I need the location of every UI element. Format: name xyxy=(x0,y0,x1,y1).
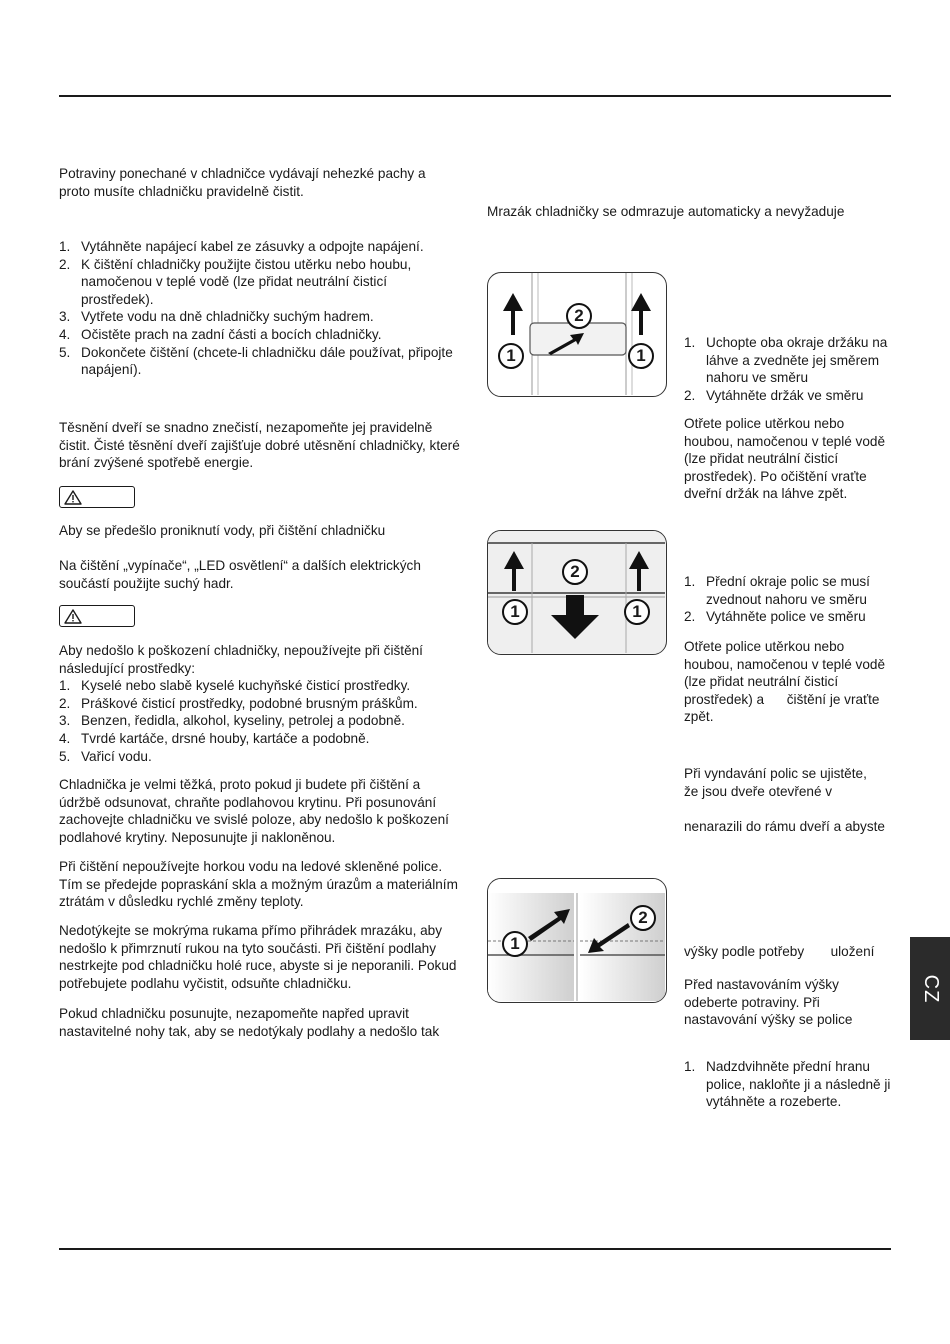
intro-paragraph: Potraviny ponechané v chladničce vydávají nehezké pachy a proto musíte chladničku pravidelně čistit. xyxy=(59,166,426,199)
step-badge: 2 xyxy=(630,905,656,931)
damage-list xyxy=(59,677,463,765)
frame-paragraph: nenarazili do rámu dveří a abyste xyxy=(684,819,885,834)
cleaning-steps-list xyxy=(59,238,459,379)
before-height-paragraph: Před nastavováním výšky odeberte potraviny. Při nastavování výšky se police xyxy=(684,977,853,1028)
list-item: 2. Vytáhněte police ve směru xyxy=(684,609,866,625)
list-item: 2. K čištění chladničky použijte čistou utěrku nebo houbu, namočenou v teplé vodě (lze přidat neutrální čisticí prostředek). xyxy=(59,256,412,307)
list-item: 5. Dokončete čištění (chcete-li chladničku dále používat, připojte napájení). xyxy=(59,344,453,378)
bottle-holder-cleaning: Otřete police utěrkou nebo houbou, namočenou v teplé vodě (lze přidat neutrální čisticí prostředek). Po očištění vraťte dveřní držák na láhve zpět. xyxy=(684,416,886,502)
list-item: 1. Uchopte oba okraje držáku na láhve a zvedněte jej směrem nahoru ve směru xyxy=(684,335,888,386)
damage-section xyxy=(59,642,463,765)
shelf-steps xyxy=(684,573,896,626)
shelf-cleaning: Otřete police utěrkou nebo houbou, namočenou v teplé vodě (lze přidat neutrální čisticí prostředek) a čištění je vraťte zpět. xyxy=(684,639,889,725)
heavy-paragraph: Chladnička je velmi těžká, proto pokud ji budete při čištění a údržbě odsunovat, chraňte podlahovou krytinu. Při posunování zachovejte chladničku ve svislé poloze, aby nedošlo k poškození podlahové krytiny. Neposunujte ji nakloněnou. xyxy=(59,777,449,845)
warning-box xyxy=(59,486,135,508)
step-badge: 1 xyxy=(628,343,654,369)
step-badge: 1 xyxy=(502,931,528,957)
list-item: 2. Práškové čisticí prostředky, podobné brusným práškům. xyxy=(59,695,418,711)
shelf-height-figure xyxy=(487,878,667,1003)
language-tab-label: CZ xyxy=(919,974,942,1003)
list-item: 1. Kyselé nebo slabě kyselé kuchyňské čisticí prostředky. xyxy=(59,678,411,694)
moving-paragraph: Pokud chladničku posunujte, nezapomeňte napřed upravit nastavitelné nohy tak, aby se nedotýkaly podlahy a nedošlo tak xyxy=(59,1006,440,1039)
hot-water-paragraph: Při čištění nepoužívejte horkou vodu na ledové skleněné police. Tím se předejde popraskání skla a možným úrazům a materiálním ztrátám v důsledku rychlé změny teploty. xyxy=(59,859,458,910)
step-badge: 1 xyxy=(502,599,528,625)
warning-icon xyxy=(64,490,82,505)
bottle-holder-steps xyxy=(684,334,896,404)
list-item: 4. Tvrdé kartáče, drsné houby, kartáče a podobně. xyxy=(59,730,370,746)
water-paragraph: Aby se předešlo proniknutí vody, při čištění chladničku xyxy=(59,523,386,538)
step-badge: 1 xyxy=(624,599,650,625)
height-paragraph: výšky podle potřeby uložení xyxy=(684,944,875,959)
shelf-figure xyxy=(487,530,667,655)
step-badge: 2 xyxy=(562,559,588,585)
list-item: 1. Přední okraje polic se musí zvednout nahoru ve směru xyxy=(684,574,870,607)
electric-paragraph: Na čištění „vypínače“, „LED osvětlení“ a dalších elektrických součástí použijte suchý hadr. xyxy=(59,558,421,591)
list-item: 2. Vytáhněte držák ve směru xyxy=(684,387,864,403)
defrost-paragraph: Mrazák chladničky se odmrazuje automaticky a nevyžaduje xyxy=(487,204,845,219)
bottom-rule xyxy=(59,1248,891,1250)
list-item: 5. Vařicí vodu. xyxy=(59,748,152,764)
list-item: 3. Benzen, ředidla, alkohol, kyseliny, petrolej a podobně. xyxy=(59,713,405,729)
top-rule xyxy=(59,95,891,97)
wet-hands-paragraph: Nedotýkejte se mokrýma rukama přímo přihrádek mrazáku, aby nedošlo k přimrznutí rukou na tyto součásti. Při čištění podlahy nestrkejte pod chladničku holé ruce, abyste si je neporanili. Pokud potřebujete podlahu vyčistit, odsuňte chladničku. xyxy=(59,923,457,991)
list-item: 1. Vytáhněte napájecí kabel ze zásuvky a odpojte napájení. xyxy=(59,239,424,254)
list-item: 1. Nadzdvihněte přední hranu police, nakloňte ji a následně ji vytáhněte a rozeberte. xyxy=(684,1059,891,1110)
list-item: 3. Vytřete vodu na dně chladničky suchým hadrem. xyxy=(59,309,374,325)
removing-paragraph: Při vyndavání polic se ujistěte, že jsou dveře otevřené v xyxy=(684,766,867,799)
step-badge: 2 xyxy=(566,303,592,329)
lift-steps xyxy=(684,1058,896,1111)
warning-icon xyxy=(64,609,82,624)
list-item: 4. Očistěte prach na zadní části a bocích chladničky. xyxy=(59,326,382,342)
language-tab xyxy=(910,937,950,1040)
damage-intro: Aby nedošlo k poškození chladničky, nepoužívejte při čištění následující prostředky: xyxy=(59,643,423,676)
door-seal-paragraph: Těsnění dveří se snadno znečistí, nezapomeňte jej pravidelně čistit. Čisté těsnění dveří zajišťuje dobré utěsnění chladničky, které brání zvýšené spotřebě energie. xyxy=(59,420,460,471)
warning-box xyxy=(59,605,135,627)
step-badge: 1 xyxy=(498,343,524,369)
bottle-holder-figure xyxy=(487,272,667,397)
